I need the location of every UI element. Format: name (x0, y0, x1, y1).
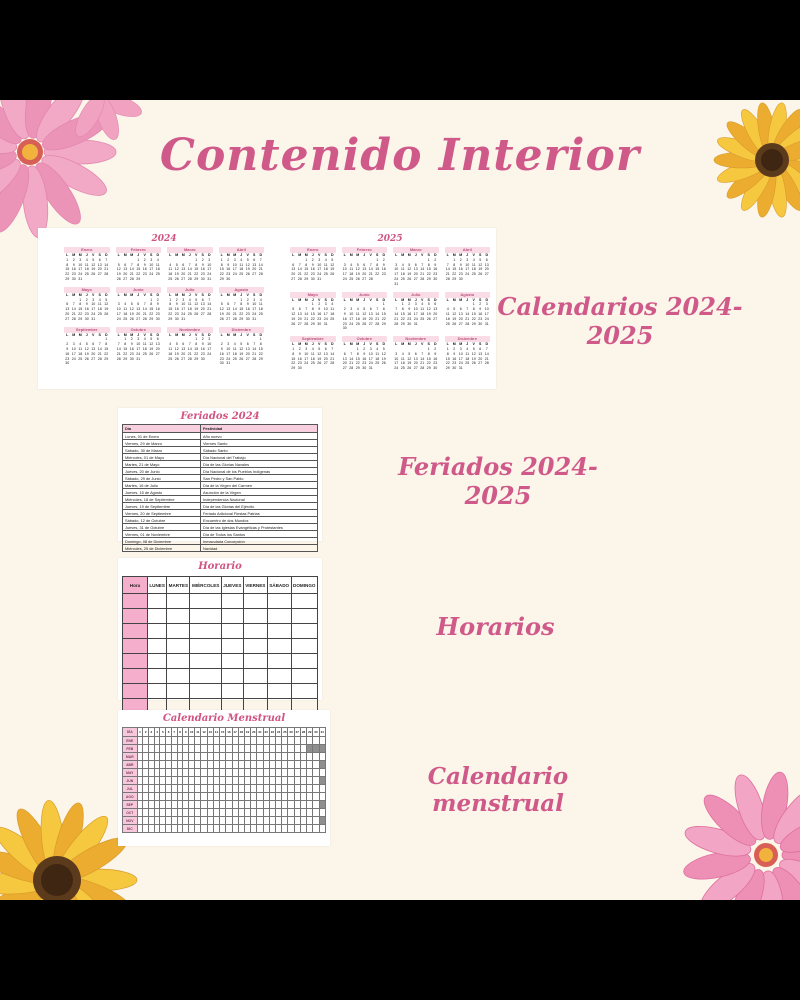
menstrual-day-header: 28 (300, 728, 306, 737)
mini-month-mayo: Mayo L M M J V S D 1 2 3 4 5 6 7 8 9 10 11 12 13 14 15 16 17 18 19 20 21 22 23 24 25 26 27 28 29 30 31 (65, 286, 109, 321)
menstrual-day-header: 29 (307, 728, 313, 737)
feriado-row: Jueves, 19 de Septiembre Día de las Glorias del Ejército (123, 503, 318, 510)
menstrual-day-header: 18 (238, 728, 244, 737)
menstrual-day-header: 22 (263, 728, 269, 737)
menstrual-month-row: JUN (123, 777, 326, 785)
page-title: Contenido Interior (159, 130, 641, 181)
horario-col-header: MARTES (167, 577, 190, 594)
page-background (0, 100, 800, 900)
menstrual-day-header: 20 (251, 728, 257, 737)
label-menstrual: Calendario menstrual (427, 763, 569, 817)
mini-month-octubre: Octubre L M M J V S D 1 2 3 4 5 6 7 8 9 10 11 12 13 14 15 16 17 18 19 20 21 22 23 24 25 26 27 28 29 30 31 (116, 326, 160, 361)
horario-table (122, 576, 318, 714)
horario-title: Horario (198, 561, 242, 572)
label-calendarios: Calendarios 2024-2025 (497, 292, 743, 350)
feriados-title: Feriados 2024 (180, 411, 260, 422)
horario-col-header: JUEVES (221, 577, 243, 594)
menstrual-day-header: 14 (213, 728, 219, 737)
feriado-row: Viernes, 20 de Septiembre Feriado Adicional Fiestas Patrias (123, 510, 318, 517)
feriado-row: Martes, 16 de Julio Día de la Virgen del Carmen (123, 482, 318, 489)
menstrual-day-header: 15 (220, 728, 226, 737)
mini-month-abril: Abril L M M J V S D 1 2 3 4 5 6 7 8 9 10 11 12 13 14 15 16 17 18 19 20 21 22 23 24 25 26 27 28 29 30 (219, 247, 263, 281)
feriado-row: Viernes, 01 de Noviembre Día de Todos los Santos (123, 531, 318, 538)
menstrual-day-header: 26 (288, 728, 294, 737)
menstrual-day-header: 16 (226, 728, 232, 737)
horario-empty-row (123, 639, 318, 654)
mini-month-abril: Abril L M M J V S D 1 2 3 4 5 6 7 8 9 10 11 12 13 14 15 16 17 18 19 20 21 22 23 24 25 26 27 28 29 30 (445, 247, 489, 281)
mini-month-noviembre: Noviembre L M M J V S D 1 2 3 4 5 6 7 8 9 10 11 12 13 14 15 16 17 18 19 20 21 22 23 24 25 26 27 28 29 30 (394, 336, 438, 371)
menstrual-day-header: 27 (294, 728, 300, 737)
horario-col-header: DOMINGO (291, 577, 317, 594)
mini-month-febrero: Febrero L M M J V S D 1 2 3 4 5 6 7 8 9 10 11 12 13 14 15 16 17 18 19 20 21 22 23 24 25 26 27 28 29 (116, 247, 160, 281)
horario-col-header: LUNES (148, 577, 167, 594)
mini-month-diciembre: Diciembre L M M J V S D 1 2 3 4 5 6 7 8 9 10 11 12 13 14 15 16 17 18 19 20 21 22 23 24 25 26 27 28 29 30 31 (445, 336, 489, 371)
mini-month-agosto: Agosto L M M J V S D 1 2 3 4 5 6 7 8 9 10 11 12 13 14 15 16 17 18 19 20 21 22 23 24 25 26 27 28 29 30 31 (219, 286, 263, 321)
feriado-row: Miércoles, 18 de Septiembre Independencia Nacional (123, 496, 318, 503)
mini-month-diciembre: Diciembre L M M J V S D 1 2 3 4 5 6 7 8 9 10 11 12 13 14 15 16 17 18 19 20 21 22 23 24 25 26 27 28 29 30 31 (219, 326, 263, 366)
horario-empty-row (123, 594, 318, 609)
menstrual-day-header: 17 (232, 728, 238, 737)
menstrual-day-header: 23 (269, 728, 275, 737)
feriado-row: Lunes, 01 de Enero Año nuevo (123, 433, 318, 440)
menstrual-day-header: 24 (276, 728, 282, 737)
horario-empty-row (123, 609, 318, 624)
menstrual-month-row: AGO (123, 793, 326, 801)
feriado-row: Jueves, 31 de Octubre Día de las Iglesias Evangélicas y Protestantes (123, 524, 318, 531)
menstrual-month-row: MAY (123, 769, 326, 777)
menstrual-day-header: 3 (149, 728, 155, 737)
feriados-preview-card (118, 408, 322, 551)
horario-preview-card (118, 558, 322, 700)
mini-month-noviembre: Noviembre L M M J V S D 1 2 3 4 5 6 7 8 9 10 11 12 13 14 15 16 17 18 19 20 21 22 23 24 25 26 27 28 29 30 (168, 326, 212, 361)
calendar-year-title: 2024 (151, 234, 177, 244)
feriados-col-header: Día (123, 425, 201, 433)
menstrual-month-row: JUL (123, 785, 326, 793)
mini-month-marzo: Marzo L M M J V S D 1 2 3 4 5 6 7 8 9 10 11 12 13 14 15 16 17 18 19 20 21 22 23 24 25 26 27 28 29 30 31 (394, 247, 438, 286)
mini-month-marzo: Marzo L M M J V S D 1 2 3 4 5 6 7 8 9 10 11 12 13 14 15 16 17 18 19 20 21 22 23 24 25 26 27 28 29 30 31 (168, 247, 212, 281)
menstrual-day-header: 2 (143, 728, 149, 737)
feriado-row: Viernes, 29 de Marzo Viernes Santo (123, 440, 318, 447)
feriado-row: Sábado, 30 de Marzo Sábado Santo (123, 447, 318, 454)
menstrual-day-header: 4 (154, 728, 160, 737)
menstrual-day-header: 7 (171, 728, 177, 737)
horario-col-header: VIERNES (243, 577, 267, 594)
label-horarios: Horarios (436, 612, 555, 641)
horario-col-header: MIÉRCOLES (190, 577, 221, 594)
horario-col-header: SÁBADO (267, 577, 291, 594)
pink-flower-decoration-bottom-right (658, 755, 800, 900)
mini-month-enero: Enero L M M J V S D 1 2 3 4 5 6 7 8 9 10 11 12 13 14 15 16 17 18 19 20 21 22 23 24 25 26 27 28 29 30 31 (65, 247, 109, 281)
menstrual-calendar-table (122, 727, 326, 833)
menstrual-preview-card (118, 710, 330, 846)
feriado-row: Miércoles, 25 de Diciembre Navidad (123, 545, 318, 552)
menstrual-title: Calendario Menstrual (162, 713, 286, 724)
calendar-2024 (60, 230, 268, 366)
feriado-row: Domingo, 08 de Diciembre Inmaculada Concepción (123, 538, 318, 545)
feriado-row: Jueves, 15 de Agosto Asunción de la Virgen (123, 489, 318, 496)
horario-col-header: Hora (123, 577, 148, 594)
letterbox-top (0, 0, 800, 100)
menstrual-day-header: 25 (282, 728, 288, 737)
feriado-row: Miércoles, 01 de Mayo Día Nacional del Trabajo (123, 454, 318, 461)
mini-month-agosto: Agosto L M M J V S D 1 2 3 4 5 6 7 8 9 10 11 12 13 14 15 16 17 18 19 20 21 22 23 24 25 26 27 28 29 30 31 (445, 291, 489, 326)
menstrual-day-header: 6 (166, 728, 172, 737)
menstrual-day-header: 21 (257, 728, 263, 737)
calendar-year-title: 2025 (377, 234, 403, 244)
menstrual-day-header: 12 (201, 728, 207, 737)
menstrual-day-header: 13 (207, 728, 213, 737)
calendar-2025 (286, 230, 494, 371)
mini-month-junio: Junio L M M J V S D 1 2 3 4 5 6 7 8 9 10 11 12 13 14 15 16 17 18 19 20 21 22 23 24 25 26 27 28 29 30 (116, 286, 160, 321)
letterbox-bottom (0, 900, 800, 1000)
horario-empty-row (123, 684, 318, 699)
months-grid (286, 247, 494, 371)
label-feriados: Feriados 2024-2025 (398, 452, 598, 510)
mini-month-septiembre: Septiembre L M M J V S D 1 2 3 4 5 6 7 8 9 10 11 12 13 14 15 16 17 18 19 20 21 22 23 24 25 26 27 28 29 30 (291, 336, 335, 371)
mini-month-enero: Enero L M M J V S D 1 2 3 4 5 6 7 8 9 10 11 12 13 14 15 16 17 18 19 20 21 22 23 24 25 26 27 28 29 30 31 (291, 247, 335, 281)
feriado-row: Sábado, 12 de Octubre Encuentro de dos Mundos (123, 517, 318, 524)
menstrual-month-row: MAR (123, 753, 326, 761)
horario-empty-row (123, 669, 318, 684)
menstrual-day-header: 30 (313, 728, 319, 737)
menstrual-day-header: 5 (160, 728, 166, 737)
menstrual-day-header: 8 (177, 728, 183, 737)
menstrual-month-row: FEB (123, 745, 326, 753)
menstrual-day-header: 1 (137, 728, 143, 737)
menstrual-month-row: ABR (123, 761, 326, 769)
feriado-row: Sábado, 29 de Junio San Pedro y San Pablo (123, 475, 318, 482)
menstrual-month-row: OCT (123, 809, 326, 817)
menstrual-month-row: NOV (123, 817, 326, 825)
calendars-preview-card (38, 228, 496, 389)
feriados-col-header: Festividad (201, 425, 318, 433)
months-grid (60, 247, 268, 366)
feriado-row: Martes, 21 de Mayo Día de las Glorias Navales (123, 461, 318, 468)
menstrual-day-header: 11 (195, 728, 201, 737)
menstrual-corner-header: DÍA (123, 728, 138, 737)
horario-empty-row (123, 654, 318, 669)
menstrual-day-header: 31 (319, 728, 325, 737)
mini-month-junio: Junio L M M J V S D 1 2 3 4 5 6 7 8 9 10 11 12 13 14 15 16 17 18 19 20 21 22 23 24 25 26 27 28 29 30 (342, 291, 386, 331)
mini-month-julio: Julio L M M J V S D 1 2 3 4 5 6 7 8 9 10 11 12 13 14 15 16 17 18 19 20 21 22 23 24 25 26 27 28 29 30 31 (394, 291, 438, 326)
mini-month-mayo: Mayo L M M J V S D 1 2 3 4 5 6 7 8 9 10 11 12 13 14 15 16 17 18 19 20 21 22 23 24 25 26 27 28 29 30 31 (291, 291, 335, 326)
mini-month-septiembre: Septiembre L M M J V S D 1 2 3 4 5 6 7 8 9 10 11 12 13 14 15 16 17 18 19 20 21 22 23 24 25 26 27 28 29 30 (65, 326, 109, 366)
menstrual-day-header: 10 (189, 728, 195, 737)
mini-month-julio: Julio L M M J V S D 1 2 3 4 5 6 7 8 9 10 11 12 13 14 15 16 17 18 19 20 21 22 23 24 25 26 27 28 29 30 31 (168, 286, 212, 321)
feriado-row: Jueves, 20 de Junio Día Nacional de los Pueblos Indígenas (123, 468, 318, 475)
menstrual-month-row: DIC (123, 825, 326, 833)
menstrual-month-row: SEP (123, 801, 326, 809)
menstrual-month-row: ENE (123, 737, 326, 745)
mini-month-octubre: Octubre L M M J V S D 1 2 3 4 5 6 7 8 9 10 11 12 13 14 15 16 17 18 19 20 21 22 23 24 25 26 27 28 29 30 31 (342, 336, 386, 371)
mini-month-febrero: Febrero L M M J V S D 1 2 3 4 5 6 7 8 9 10 11 12 13 14 15 16 17 18 19 20 21 22 23 24 25 26 27 28 (342, 247, 386, 281)
feriados-table (122, 424, 318, 552)
horario-empty-row (123, 624, 318, 639)
menstrual-day-header: 9 (183, 728, 189, 737)
menstrual-day-header: 19 (244, 728, 250, 737)
